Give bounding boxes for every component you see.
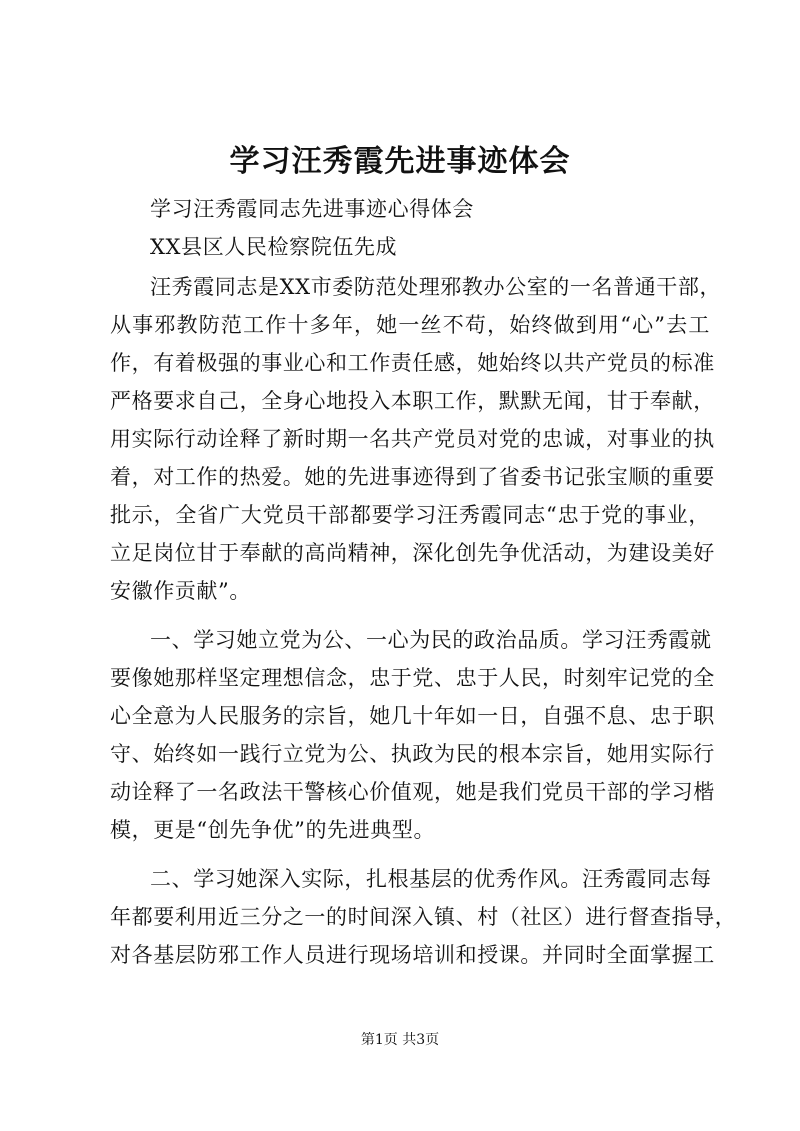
page-footer: 第1页 共3页 (360, 1032, 440, 1048)
paragraph-2-line-2: 要像她那样坚定理想信念，忠于党、忠于人民，时刻牢记党的全 (110, 666, 715, 690)
paragraph-2-line-1: 一、学习她立党为公、一心为民的政治品质。学习汪秀霞就 (150, 628, 712, 652)
paragraph-2-line-4: 守、始终如一践行立党为公、执政为民的根本宗旨，她用实际行 (110, 742, 715, 766)
document-author: XX县区人民检察院伍先成 (150, 235, 398, 259)
paragraph-3-line-3: 对各基层防邪工作人员进行现场培训和授课。并同时全面掌握工 (110, 943, 715, 967)
paragraph-1-line-2: 从事邪教防范工作十多年，她一丝不苟，始终做到用“心”去工 (110, 313, 710, 337)
document-title: 学习汪秀霞先进事迹体会 (229, 144, 571, 179)
paragraph-1-line-4: 严格要求自己，全身心地投入本职工作，默默无闻，甘于奉献， (110, 389, 715, 413)
paragraph-1-line-1: 汪秀霞同志是XX市委防范处理邪教办公室的一名普通干部， (150, 275, 722, 299)
paragraph-2-line-6: 模，更是“创先争优”的先进典型。 (110, 818, 436, 842)
paragraph-2-line-3: 心全意为人民服务的宗旨，她几十年如一日，自强不息、忠于职 (110, 704, 715, 728)
paragraph-1-line-5: 用实际行动诠释了新时期一名共产党员对党的忠诚，对事业的执 (110, 427, 715, 451)
paragraph-3-line-2: 年都要利用近三分之一的时间深入镇、村（社区）进行督查指导， (110, 905, 737, 929)
paragraph-1-line-3: 作，有着极强的事业心和工作责任感，她始终以共产党员的标准 (110, 351, 715, 375)
paragraph-1-line-7: 批示，全省广大党员干部都要学习汪秀霞同志“忠于党的事业， (110, 503, 710, 527)
document-subtitle: 学习汪秀霞同志先进事迹心得体会 (150, 197, 474, 221)
paragraph-1-line-8: 立足岗位甘于奉献的高尚精神，深化创先争优活动，为建设美好 (110, 541, 715, 565)
paragraph-1-line-9: 安徽作贡献”。 (110, 579, 251, 603)
paragraph-3-line-1: 二、学习她深入实际，扎根基层的优秀作风。汪秀霞同志每 (150, 867, 712, 891)
paragraph-2-line-5: 动诠释了一名政法干警核心价值观，她是我们党员干部的学习楷 (110, 780, 715, 804)
paragraph-1-line-6: 着，对工作的热爱。她的先进事迹得到了省委书记张宝顺的重要 (110, 465, 715, 489)
